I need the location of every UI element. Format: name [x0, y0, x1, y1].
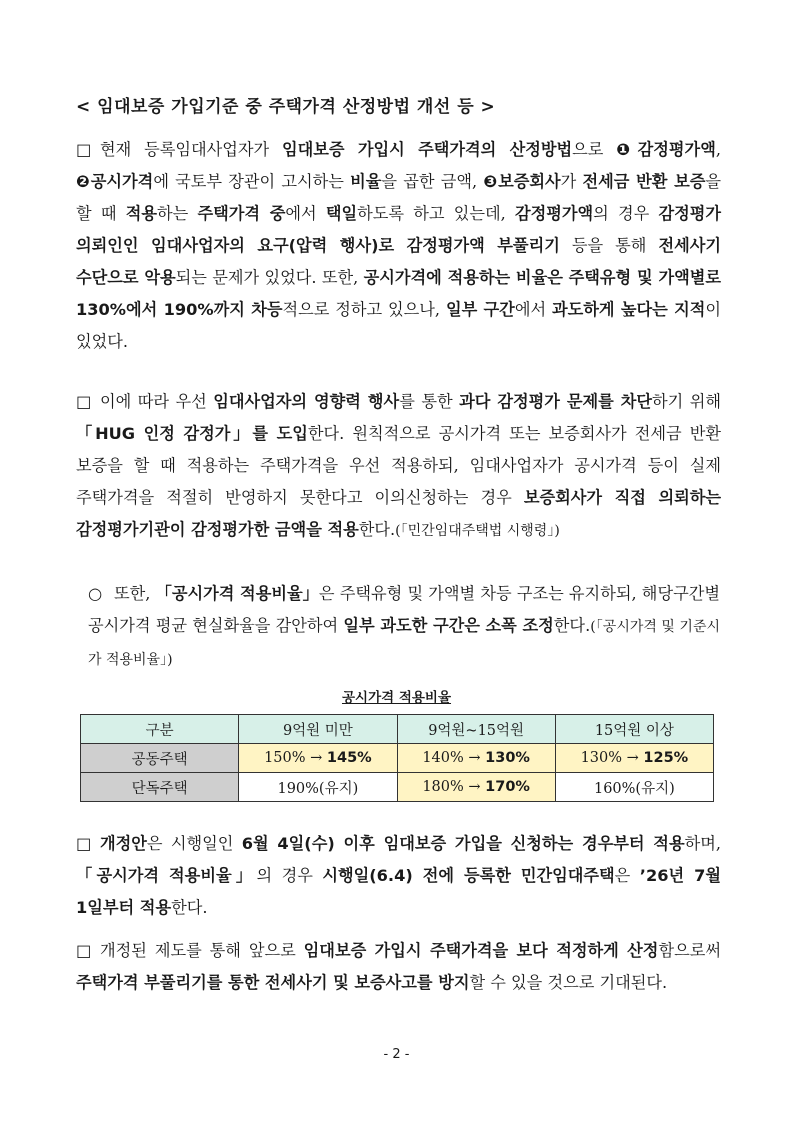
- table-row: [81, 773, 714, 802]
- table-title: 공시가격 적용비율: [341, 690, 452, 706]
- section-heading: < 임대보증 가입기준 중 주택가격 산정방법 개선 등 >: [76, 97, 496, 117]
- table-header-cell: 구분: [81, 715, 239, 744]
- paragraph-hug-appraisal: □ 이에 따라 우선 임대사업자의 영향력 행사를 통한 과다 감정평가 문제를 차단하기 위해 「HUG 인정 감정가」를 도입한다. 원칙적으로 공시가격 또는 보증회사가 전세금 반환 보증을 할 때 적용하는 주택가격을 우선 적용하되, 임대사업자가 공시가격 등이 실제 주택가격을 적절히 반영하지 못한다고 이의신청하는 경우 보증회사가 직접 의뢰하는 감정평가기관이 감정평가한 금액을 적용한다.(「민간임대주택법 시행령」): [76, 386, 721, 547]
- table-header-cell: 9억원 미만: [239, 715, 397, 744]
- paragraph-expected-effect: □ 개정된 제도를 통해 앞으로 임대보증 가입시 주택가격을 보다 적정하게 산정함으로써 주택가격 부풀리기를 통한 전세사기 및 보증사고를 방지할 수 있을 것으로 기대된다.: [76, 935, 721, 999]
- box-bullet-icon: □: [76, 140, 92, 159]
- subparagraph-rate-adjustment: ○ 또한, 「공시가격 적용비율」은 주택유형 및 가액별 차등 구조는 유지하되, 해당구간별 공시가격 평균 현실화율을 감안하여 일부 과도한 구간은 소폭 조정한다.(「공시가격 및 기준시가 적용비율」): [88, 578, 720, 676]
- circle-bullet-icon: ○: [88, 584, 103, 603]
- box-bullet-icon: □: [76, 834, 92, 853]
- table-cell: 180% → 170%: [397, 773, 555, 802]
- table-header-row: [81, 715, 714, 744]
- table-header-cell: 15억원 이상: [555, 715, 713, 744]
- table-cell: 160%(유지): [555, 773, 713, 802]
- paragraph-effective-date: □ 개정안은 시행일인 6월 4일(수) 이후 임대보증 가입을 신청하는 경우부터 적용하며, 「공시가격 적용비율」의 경우 시행일(6.4) 전에 등록한 민간임대주택은 ’26년 7월 1일부터 적용한다.: [76, 828, 721, 924]
- row-label: 단독주택: [81, 773, 239, 802]
- rates-table: [80, 714, 714, 802]
- row-label: 공동주택: [81, 744, 239, 773]
- table-cell: 130% → 125%: [555, 744, 713, 773]
- table-cell: 150% → 145%: [239, 744, 397, 773]
- paragraph-current-issue: □ 현재 등록임대사업자가 임대보증 가입시 주택가격의 산정방법으로 ❶감정평가액, ❷공시가격에 국토부 장관이 고시하는 비율을 곱한 금액, ❸보증회사가 전세금 반환 보증을 할 때 적용하는 주택가격 중에서 택일하도록 하고 있는데, 감정평가액의 경우 감정평가 의뢰인인 임대사업자의 요구(압력 행사)로 감정평가액 부풀리기 등을 통해 전세사기 수단으로 악용되는 문제가 있었다. 또한, 공시가격에 적용하는 비율은 주택유형 및 가액별로 130%에서 190%까지 차등적으로 정하고 있으나, 일부 구간에서 과도하게 높다는 지적이 있었다.: [76, 134, 721, 358]
- box-bullet-icon: □: [76, 392, 92, 411]
- table-cell: 140% → 130%: [397, 744, 555, 773]
- page-number: - 2 -: [383, 1047, 410, 1062]
- table-header-cell: 9억원~15억원: [397, 715, 555, 744]
- table-cell: 190%(유지): [239, 773, 397, 802]
- box-bullet-icon: □: [76, 941, 92, 960]
- table-row: [81, 744, 714, 773]
